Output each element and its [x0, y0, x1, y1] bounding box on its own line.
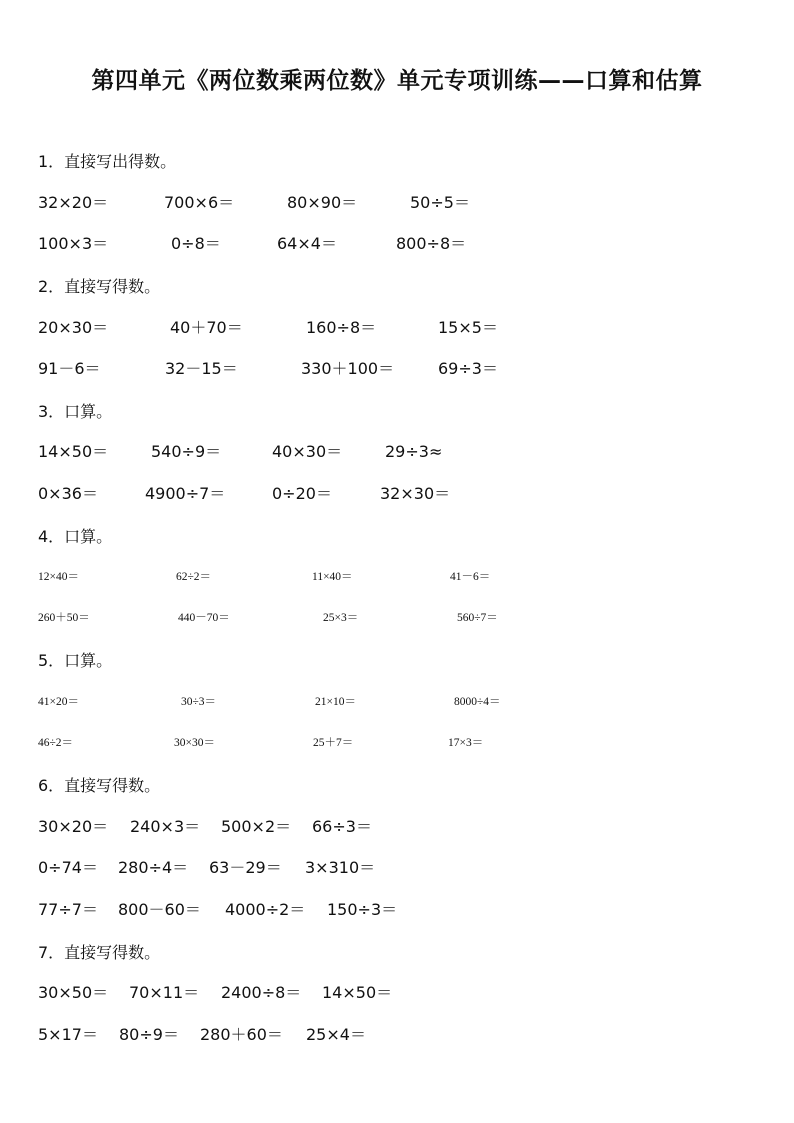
problem: 330＋100＝ [301, 359, 395, 378]
section-3-heading: 3．口算。 [38, 402, 113, 421]
problem: 25×3＝ [323, 612, 359, 624]
problem: 11×40＝ [312, 571, 353, 583]
problem: 8000÷4＝ [454, 696, 501, 708]
problem: 80÷9＝ [119, 1025, 179, 1044]
problem: 800－60＝ [118, 900, 201, 919]
problem: 500×2＝ [221, 817, 292, 836]
problem: 69÷3＝ [438, 359, 498, 378]
problem: 100×3＝ [38, 234, 109, 253]
problem: 12×40＝ [38, 571, 79, 583]
section-2-row-1 [0, 317, 794, 339]
problem: 4900÷7＝ [145, 484, 226, 503]
page-title: 第四单元《两位数乘两位数》单元专项训练——口算和估算 [91, 68, 703, 94]
problem: 41－6＝ [450, 571, 491, 583]
problem: 64×4＝ [277, 234, 337, 253]
problem: 40×30＝ [272, 442, 343, 461]
section-7-row-2 [0, 1024, 794, 1046]
problem: 30×20＝ [38, 817, 109, 836]
problem: 280＋60＝ [200, 1025, 283, 1044]
problem: 32×20＝ [38, 193, 109, 212]
section-6-row-3 [0, 899, 794, 921]
problem: 0×36＝ [38, 484, 98, 503]
section-1-row-2 [0, 233, 794, 255]
problem: 3×310＝ [305, 858, 376, 877]
problem: 260＋50＝ [38, 612, 90, 624]
problem: 150÷3＝ [327, 900, 398, 919]
problem: 63－29＝ [209, 858, 282, 877]
problem: 14×50＝ [322, 983, 393, 1002]
problem: 46÷2＝ [38, 737, 74, 749]
problem: 14×50＝ [38, 442, 109, 461]
section-6-row-1 [0, 816, 794, 838]
problem: 4000÷2＝ [225, 900, 306, 919]
problem: 91－6＝ [38, 359, 101, 378]
problem: 32×30＝ [380, 484, 451, 503]
problem: 70×11＝ [129, 983, 200, 1002]
problem: 25×4＝ [306, 1025, 366, 1044]
problem: 240×3＝ [130, 817, 201, 836]
section-2-heading: 2．直接写得数。 [38, 277, 161, 296]
problem: 62÷2＝ [176, 571, 212, 583]
section-4-heading: 4．口算。 [38, 527, 113, 546]
problem: 29÷3≈ [385, 442, 443, 461]
problem: 30×50＝ [38, 983, 109, 1002]
problem: 800÷8＝ [396, 234, 467, 253]
problem: 17×3＝ [448, 737, 484, 749]
problem: 30×30＝ [174, 737, 215, 749]
section-4-row-2 [0, 607, 794, 629]
section-3-row-1 [0, 441, 794, 463]
problem: 20×30＝ [38, 318, 109, 337]
problem: 0÷8＝ [171, 234, 221, 253]
section-2-row-2 [0, 358, 794, 380]
section-5-row-2 [0, 732, 794, 754]
problem: 0÷20＝ [272, 484, 332, 503]
section-5-heading: 5．口算。 [38, 651, 113, 670]
section-6-row-2 [0, 857, 794, 879]
problem: 80×90＝ [287, 193, 358, 212]
problem: 540÷9＝ [151, 442, 222, 461]
problem: 32－15＝ [165, 359, 238, 378]
problem: 77÷7＝ [38, 900, 98, 919]
section-4-row-1 [0, 566, 794, 588]
problem: 5×17＝ [38, 1025, 98, 1044]
problem: 66÷3＝ [312, 817, 372, 836]
section-7-row-1 [0, 982, 794, 1004]
problem: 280÷4＝ [118, 858, 189, 877]
problem: 2400÷8＝ [221, 983, 302, 1002]
section-6-heading: 6．直接写得数。 [38, 776, 161, 795]
section-3-row-2 [0, 483, 794, 505]
section-1-heading: 1．直接写出得数。 [38, 152, 177, 171]
section-7-heading: 7．直接写得数。 [38, 943, 161, 962]
problem: 41×20＝ [38, 696, 79, 708]
section-5-row-1 [0, 691, 794, 713]
problem: 30÷3＝ [181, 696, 217, 708]
problem: 700×6＝ [164, 193, 235, 212]
problem: 21×10＝ [315, 696, 356, 708]
problem: 440－70＝ [178, 612, 230, 624]
section-1-row-1 [0, 192, 794, 214]
problem: 0÷74＝ [38, 858, 98, 877]
problem: 25＋7＝ [313, 737, 354, 749]
problem: 160÷8＝ [306, 318, 377, 337]
problem: 15×5＝ [438, 318, 498, 337]
problem: 50÷5＝ [410, 193, 470, 212]
problem: 40＋70＝ [170, 318, 243, 337]
problem: 560÷7＝ [457, 612, 498, 624]
